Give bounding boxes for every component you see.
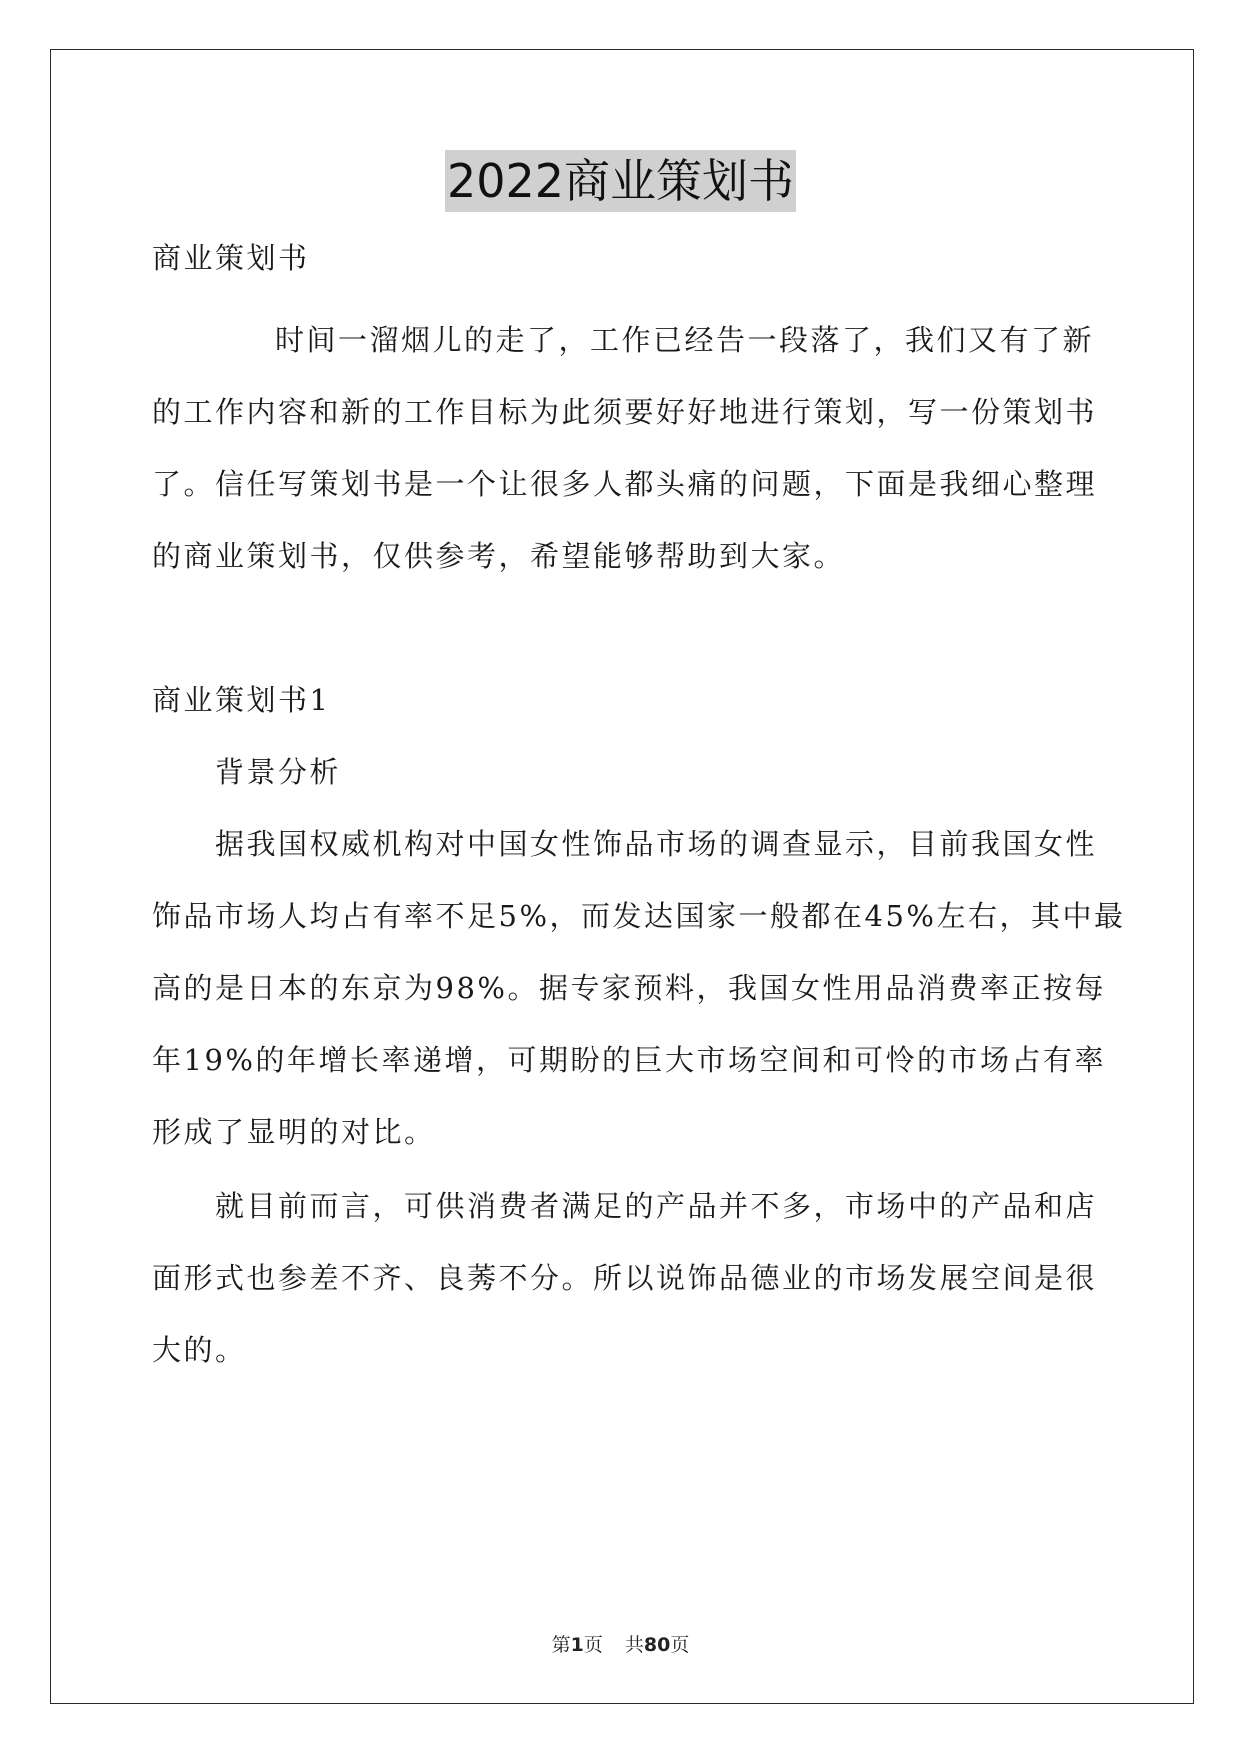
page-prefix: 第: [551, 1634, 571, 1656]
section-heading: 商业策划书: [152, 241, 310, 275]
paragraph-line: 形成了显明的对比。: [152, 1115, 436, 1149]
paragraph-line: 高的是日本的东京为98%。据专家预料，我国女性用品消费率正按每: [152, 971, 1106, 1005]
title-wrap: [0, 150, 1241, 212]
page-border: [50, 49, 1194, 1704]
paragraph-line: 的工作内容和新的工作目标为此须要好好地进行策划，写一份策划书: [152, 395, 1098, 429]
total-pages: 80: [643, 1634, 671, 1656]
paragraph-line: 据我国权威机构对中国女性饰品市场的调查显示，目前我国女性: [215, 827, 1098, 861]
paragraph-line: 面形式也参差不齐、良莠不分。所以说饰品德业的市场发展空间是很: [152, 1261, 1098, 1295]
paragraph-line: 了。信任写策划书是一个让很多人都头痛的问题，下面是我细心整理: [152, 467, 1098, 501]
paragraph-line: 时间一溜烟儿的走了，工作已经告一段落了，我们又有了新: [275, 323, 1095, 357]
total-prefix: 共: [624, 1634, 644, 1656]
paragraph-line: 就目前而言，可供消费者满足的产品并不多，市场中的产品和店: [215, 1189, 1098, 1223]
paragraph-line: 年19%的年增长率递增，可期盼的巨大市场空间和可怜的市场占有率: [152, 1043, 1106, 1077]
page-number: 1: [570, 1634, 584, 1656]
subsection-heading: 背景分析: [215, 755, 342, 789]
document-title: 2022商业策划书: [445, 150, 796, 212]
paragraph-line: 大的。: [152, 1333, 247, 1367]
page-footer: [0, 1630, 1241, 1657]
paragraph-line: 饰品市场人均占有率不足5%，而发达国家一般都在45%左右，其中最: [152, 899, 1126, 933]
section-heading: 商业策划书1: [152, 683, 331, 717]
total-suffix: 页: [670, 1634, 690, 1656]
page-suffix: 页: [583, 1634, 603, 1656]
paragraph-line: 的商业策划书，仅供参考，希望能够帮助到大家。: [152, 539, 846, 573]
